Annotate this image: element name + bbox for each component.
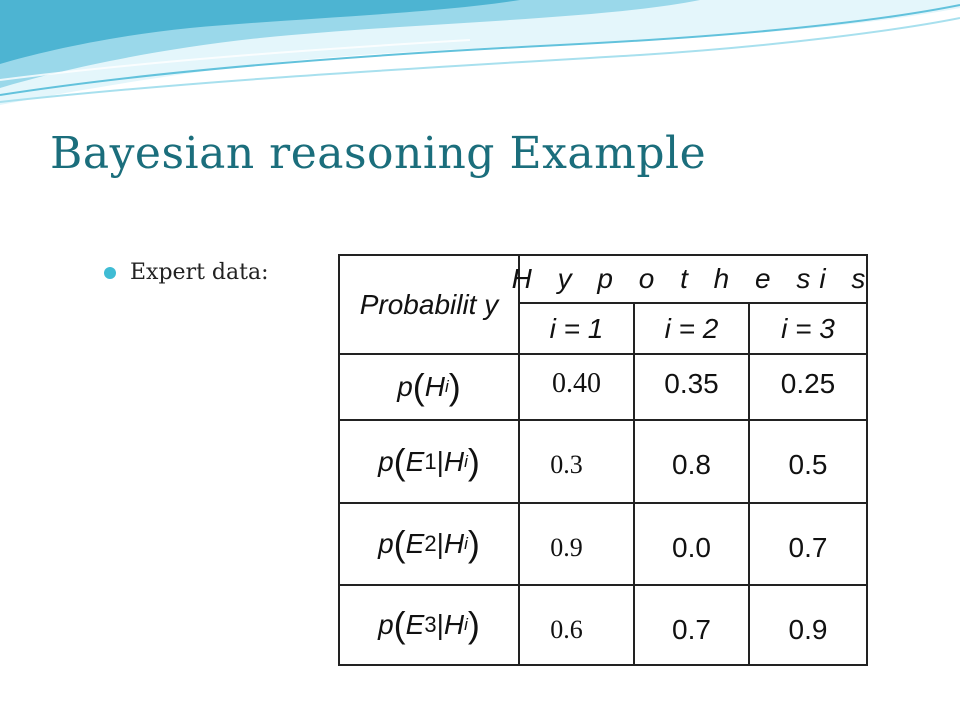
cell-prior-1: 0.40 [552,368,601,399]
cell-e2-3: 0.7 [788,532,828,563]
cell-e3-2: 0.7 [672,614,711,645]
row-label-e2: p ( E 2 | H i ) [378,523,480,564]
slide-title: Bayesian reasoning Example [50,128,707,179]
cell-e3-1: 0.6 [550,615,583,644]
hypothesis-header: H y p o t h e si s [511,263,875,294]
column-header-1: i = 1 [549,312,604,344]
corner-label: Probabilit y [359,289,499,320]
cell-prior-3: 0.25 [780,368,836,399]
row-label-e1: p ( E 1 | H i ) [378,440,480,482]
column-header-2: i = 2 [664,312,719,344]
cell-e1-1: 0.3 [550,450,583,479]
row-label-prior: p ( H i ) [397,366,461,407]
cell-e3-3: 0.9 [788,614,828,645]
bullet-text: Expert data: [130,260,269,285]
cell-e1-2: 0.8 [672,449,711,480]
cell-e2-2: 0.0 [672,532,711,563]
row-label-e3: p ( E 3 | H i ) [378,604,480,645]
cell-e2-1: 0.9 [550,533,583,562]
column-header-3: i = 3 [781,312,835,344]
cell-e1-3: 0.5 [788,449,828,480]
cell-prior-2: 0.35 [664,368,719,399]
